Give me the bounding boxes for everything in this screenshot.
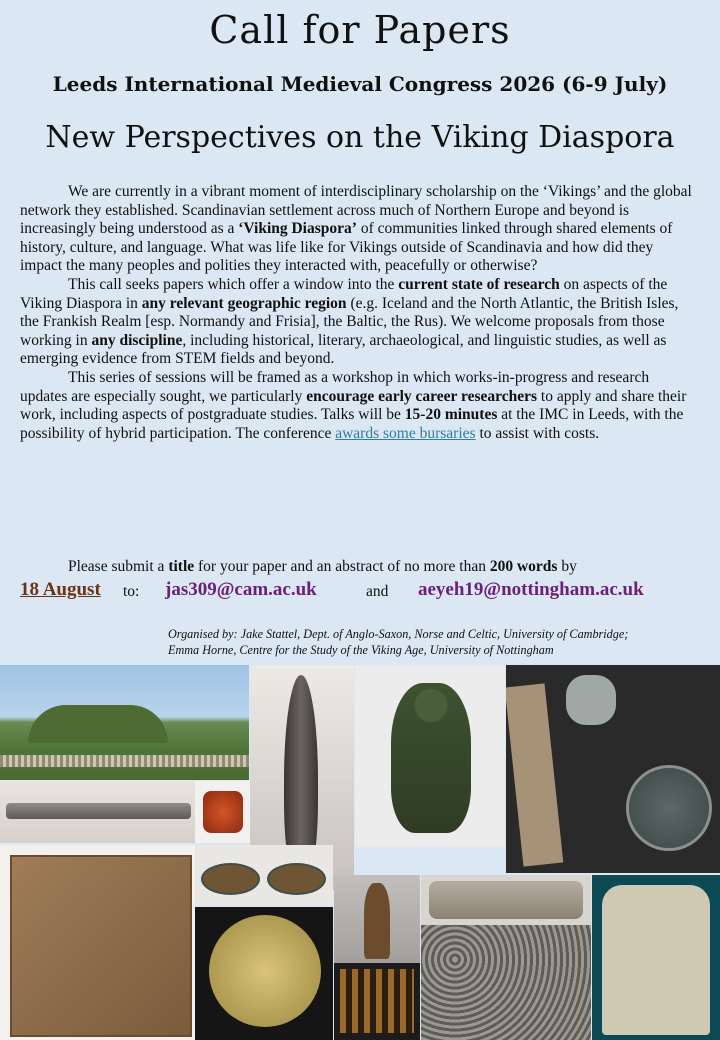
text-segment: This series of sessions will be framed as a workshop in which works-in-progress and research updates are especially sought, we particularly: [20, 368, 650, 405]
text-segment: to assist with costs.: [475, 424, 600, 442]
bold-term: ‘Viking Diaspora’: [238, 220, 357, 238]
email-link-nottingham[interactable]: aeyeh19@nottingham.ac.uk: [418, 579, 644, 600]
longhouse-landscape-image: [0, 665, 249, 780]
to-label: to:: [123, 583, 140, 600]
plaque-shape: [602, 885, 710, 1035]
sword-image: [0, 781, 195, 843]
fence-shape: [0, 755, 249, 767]
bold-term: any relevant geographic region: [141, 294, 347, 312]
text-segment: at the IMC in Leeds, with the possibility of hybrid participation. The conference: [20, 406, 684, 442]
oval-brooch-shape: [267, 863, 326, 895]
brooch-shape: [566, 675, 616, 725]
text-segment: We are currently in a vibrant moment of interdisciplinary scholarship on the ‘Vikings’ and the global network they established. Scandinavian settlement across much of Northern Europe and beyond is increasingly being understood as a: [20, 183, 692, 238]
round-brooch-shape: [626, 765, 712, 851]
text-segment: (e.g. Iceland and the North Atlantic, the British Isles, the Frankish Realm [esp. Normandy and Frisia], the Baltic, the Rus). We welcome proposals from those working in: [20, 294, 679, 349]
deadline-date: 18 August: [20, 579, 101, 600]
text-segment: This call seeks papers which offer a window into the: [68, 275, 399, 293]
figurine-shape: [364, 883, 390, 959]
page-title: Call for Papers: [209, 8, 511, 52]
silver-coin-image: [195, 907, 333, 1040]
bursaries-link[interactable]: awards some bursaries: [335, 424, 476, 442]
text-segment: to apply and share their work, including aspects of postgraduate studies. Talks will be: [20, 387, 687, 424]
sword-blade-shape: [6, 803, 191, 819]
bold-term: title: [168, 558, 195, 575]
organiser-line: Organised by: Jake Stattel, Dept. of Anglo-Saxon, Norse and Celtic, University of Cambridge;: [168, 627, 629, 641]
oval-brooch-shape: [201, 863, 260, 895]
paragraph-scope: [20, 276, 698, 369]
whalebone-plaque-image: [592, 875, 720, 1040]
text-segment: on aspects of the Viking Diaspora in: [20, 275, 668, 312]
paragraph-intro: [20, 183, 698, 276]
brooches-and-jewellery-image: [506, 665, 720, 873]
organiser-line: Emma Horne, Centre for the Study of the Viking Age, University of Nottingham: [168, 643, 554, 657]
bold-term: any discipline: [91, 331, 183, 349]
submission-instructions: [20, 558, 710, 576]
bead-shape: [203, 791, 243, 833]
paragraph-format: [20, 369, 698, 443]
coin-shape: [209, 915, 321, 1027]
oval-brooches-image: [195, 845, 333, 905]
silver-hoard-image: [421, 925, 591, 1040]
openwork-ornament-image: [334, 963, 420, 1040]
statue-shape: [391, 683, 471, 833]
text-segment: Please submit a: [68, 558, 169, 575]
text-segment: for your paper and an abstract of no more than: [194, 558, 490, 575]
body-text: [20, 183, 698, 443]
congress-subtitle: Leeds International Medieval Congress 2026 (6-9 July): [52, 72, 668, 96]
bold-term: encourage early career researchers: [306, 387, 538, 405]
bold-term: 200 words: [489, 558, 558, 575]
arm-ring-image: [421, 875, 591, 925]
text-segment: by: [557, 558, 577, 575]
and-label: and: [366, 583, 389, 600]
strap-shape: [506, 683, 563, 866]
stone-shape: [10, 855, 192, 1037]
text-segment: , including historical, literary, archaeological, and linguistic studies, as well as emerging evidence from STEM fields and beyond.: [20, 331, 667, 368]
deadline-row: [20, 577, 720, 607]
organisers: [168, 626, 718, 658]
session-heading: New Perspectives on the Viking Diaspora: [45, 120, 675, 155]
bold-term: 15-20 minutes: [404, 406, 498, 424]
carved-stone-image: [0, 845, 195, 1040]
figurine-image: [334, 875, 420, 963]
turf-house-shape: [28, 705, 168, 743]
cuff-shape: [429, 881, 583, 919]
buddha-statue-image: [355, 665, 505, 847]
email-link-cambridge[interactable]: jas309@cam.ac.uk: [165, 579, 317, 600]
ornament-shape: [340, 969, 414, 1033]
carnelian-bead-image: [195, 781, 250, 843]
text-segment: of communities linked through shared elements of history, culture, and language. What was life like for Vikings outside of Scandinavia and how did they impact the many peoples and polities they interacted with, peacefully or otherwise?: [20, 220, 673, 275]
bold-term: current state of research: [398, 275, 560, 293]
